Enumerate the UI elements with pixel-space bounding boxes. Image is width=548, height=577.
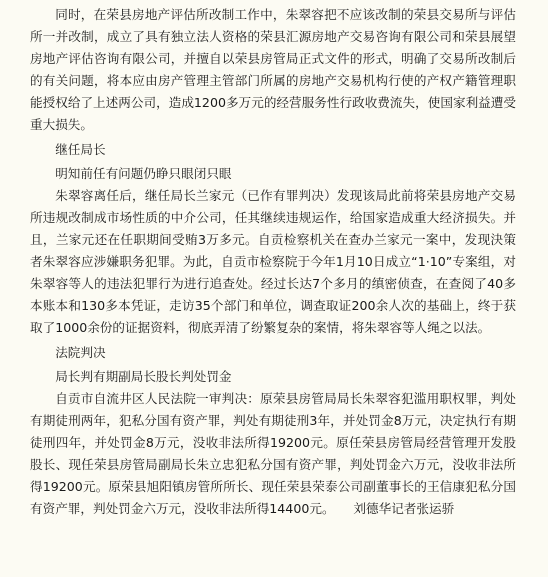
subheading-sentence: 局长判有期副局长股长判处罚金	[55, 369, 232, 384]
paragraph-judgment: 自贡市自流井区人民法院一审判决：原荣县房管局局长朱翠容犯滥用职权罪，判处有期徒刑两年，犯私分国有资产罪，判处有期徒刑3年，并处罚金8万元，决定执行有期徒刑四年，并处罚金8万元，没收非法所得19200元。原任荣县房管局经营管理开发股股长、现任荣县房管局副局长朱立忠犯私分国有资产罪，判处罚金六万元，没收非法所得19200元。原荣县旭阳镇房管所所长、现任荣县荣泰公司副董事长的王信康犯私分国有资产罪，判处罚金六万元，没收非法所得14400元。 刘德华记者张运骄	[30, 391, 516, 516]
subheading-blind-eye: 明知前任有问题仍睁只眼闭只眼	[55, 166, 232, 181]
paragraph-investigation: 朱翠容离任后，继任局长兰家元（已作有罪判决）发现该局此前将荣县房地产交易所违规改制成市场性质的中介公司，任其继续违规运作，给国家造成重大经济损失。并且，兰家元还在任职期间受贿3万多元。自贡检察机关在查办兰家元一案中，发现決策者朱翠容应涉嫌职务犯罪。为此，自贡市检察院于今年1月10日成立“1·10”专案组，对朱翠容等人的违法犯罪行为进行追查处。经过长达7个多月的缜密侦查，在查阅了40多本账本和130多本凭证，走访35个部门和单位，调查取证200余人次的基础上，终于获取了1000余份的证据资料，彻底弄清了纷繁复杂的案情，将朱翠容等人绳之以法。	[30, 188, 516, 335]
subheading-verdict: 法院判决	[55, 345, 106, 360]
article-body	[30, 4, 516, 570]
subheading-successor: 继任局长	[55, 142, 106, 157]
paragraph-reform: 同时，在荣县房地产评估所改制工作中，朱翠容把不应该改制的荣县交易所与评估所一并改制，成立了具有独立法人资格的荣县汇源房地产交易咨询有限公司和荣县展望房地产评估咨询有限公司，并擅自以荣县房管局正式文件的形式，明确了交易所改制后的有关问题，将本应由房产管理主管部门所属的房地产交易机构行使的产权产籍管理职能授权给了上述两公司，造成1200多万元的经营服务性行政收费流失，使国家利益遭受重大损失。	[30, 7, 516, 132]
